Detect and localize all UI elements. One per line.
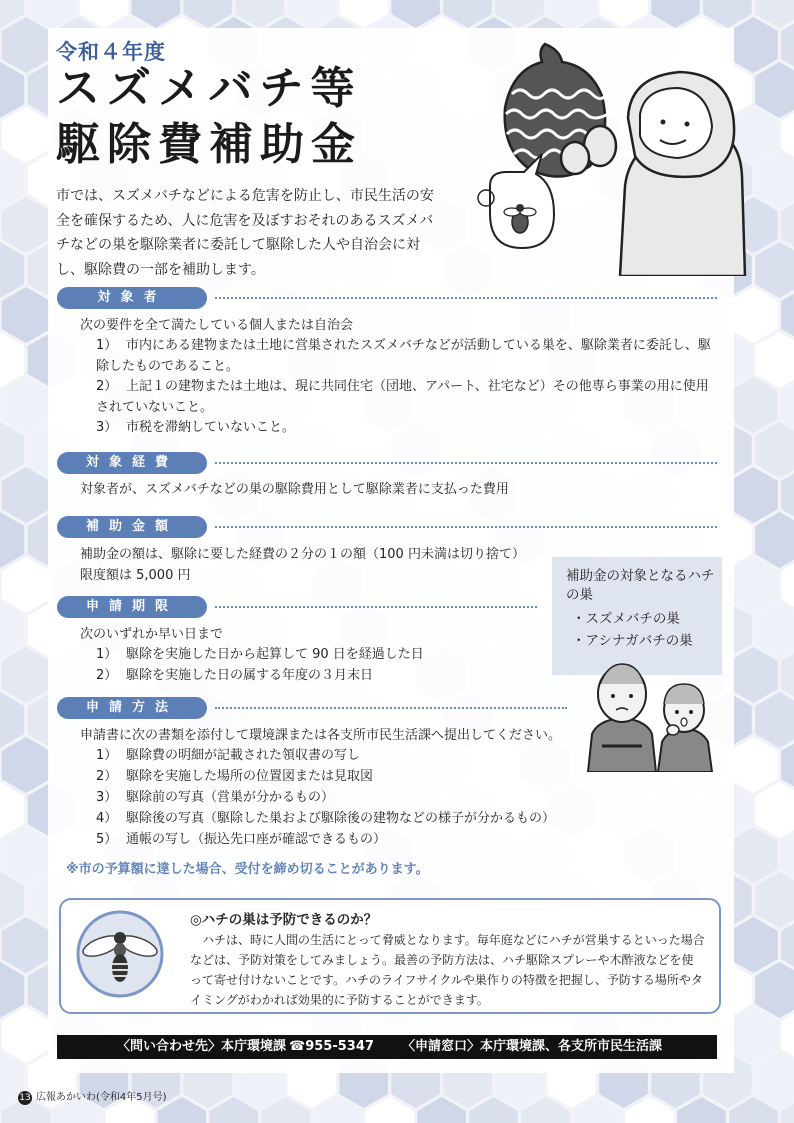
list-item: 2） 駆除を実施した場所の位置図または見取図 (96, 769, 374, 784)
section-label: 申請方法 (57, 697, 207, 719)
section-header-amount (57, 516, 717, 538)
application-window: 〈申請窓口〉本庁環境課、各支所市民生活課 (402, 1039, 663, 1054)
method-lead: 申請書に次の書類を添付して環境課または各支所市民生活課へ提出してください。 (80, 728, 562, 743)
dotted-divider (215, 606, 537, 608)
publication-name: 広報あかいわ(令和4年5月号) (36, 1092, 167, 1103)
dotted-divider (215, 707, 567, 709)
list-item: 5） 通帳の写し（振込先口座が確認できるもの） (96, 832, 387, 847)
footer (18, 1088, 167, 1105)
intro-paragraph: 市では、スズメバチなどによる危害を防止し、市民生活の安全を確保するため、人に危害を及ぼすおそれのあるスズメバチなどの巣を駆除業者に委託して駆除した人や自治会に対し、駆除費の一部を補助します。 (56, 188, 434, 278)
tip-body: ハチは、時に人間の生活にとって脅威となります。毎年庭などにハチが営巣するといった場合などは、予防対策をしてみましょう。最善の予防方法は、ハチ駆除スプレーや木酢液などを使って寄せ付けないことです。ハチのライフサイクルや巣作りの特徴を把握し、予防する場所やタイミングがわかれば効果的に予防することができます。 (190, 933, 705, 1007)
section-header-target (57, 287, 717, 309)
inquiry-label: 〈問い合わせ先〉本庁環境課 (117, 1039, 287, 1054)
no-bee-icon (76, 910, 164, 998)
section-header-method (57, 697, 717, 719)
section-header-period (57, 596, 717, 618)
section-label: 補助金額 (57, 516, 207, 538)
list-item: 3） 市税を滞納していないこと。 (96, 420, 296, 435)
list-item: 2） 上記１の建物または土地は、現に共同住宅（団地、アパート、社宅など）その他専ら事業の用に使用されていないこと。 (96, 379, 709, 415)
budget-note: ※市の予算額に達した場合、受付を締め切ることがあります。 (66, 862, 429, 877)
list-item: 1） 駆除を実施した日から起算して 90 日を経過した日 (96, 647, 424, 662)
section-label: 申請期限 (57, 596, 207, 618)
tip-title: ◎ハチの巣は予防できるのか？ (190, 912, 378, 928)
aside-item: ・アシナガバチの巣 (572, 633, 693, 649)
amount-line2: 限度額は 5,000 円 (80, 568, 191, 583)
list-item: 2） 駆除を実施した日の属する年度の３月末日 (96, 668, 374, 683)
aside-title: 補助金の対象となるハチの巣 (566, 568, 715, 603)
contact-bar (57, 1035, 717, 1059)
list-item: 1） 市内にある建物または土地に営巣されたスズメバチなどが活動している巣を、駆除業者に委託し、駆除したものであること。 (96, 338, 711, 374)
page-title-line2: 駆除費補助金 (56, 119, 362, 170)
dotted-divider (215, 297, 717, 299)
aside-item: ・スズメバチの巣 (572, 611, 680, 627)
dotted-divider (215, 462, 717, 464)
list-item: 1） 駆除費の明細が記載された領収書の写し (96, 748, 361, 763)
list-item: 3） 駆除前の写真（営巣が分かるもの） (96, 790, 335, 805)
list-item: 4） 駆除後の写真（駆除した巣および駆除後の建物などの様子が分かるもの） (96, 811, 556, 826)
target-lead: 次の要件を全て満たしている個人または自治会 (80, 318, 354, 333)
section-label: 対象者 (57, 287, 207, 309)
year-label: 令和４年度 (56, 40, 166, 64)
page-title: スズメバチ等 (56, 63, 362, 114)
dotted-divider (215, 526, 717, 528)
section-header-expense (57, 452, 717, 474)
section-label: 対象経費 (57, 452, 207, 474)
expense-text: 対象者が、スズメバチなどの巣の駆除費用として駆除業者に支払った費用 (80, 482, 509, 497)
phone-number: ☎955-5347 (289, 1039, 374, 1054)
period-lead: 次のいずれか早い日まで (80, 627, 224, 642)
hornet-nest-worker-illustration (450, 36, 750, 276)
amount-line1: 補助金の額は、駆除に要した経費の２分の１の額（100 円未満は切り捨て） (80, 547, 525, 562)
page-number: 13 (19, 1093, 31, 1103)
